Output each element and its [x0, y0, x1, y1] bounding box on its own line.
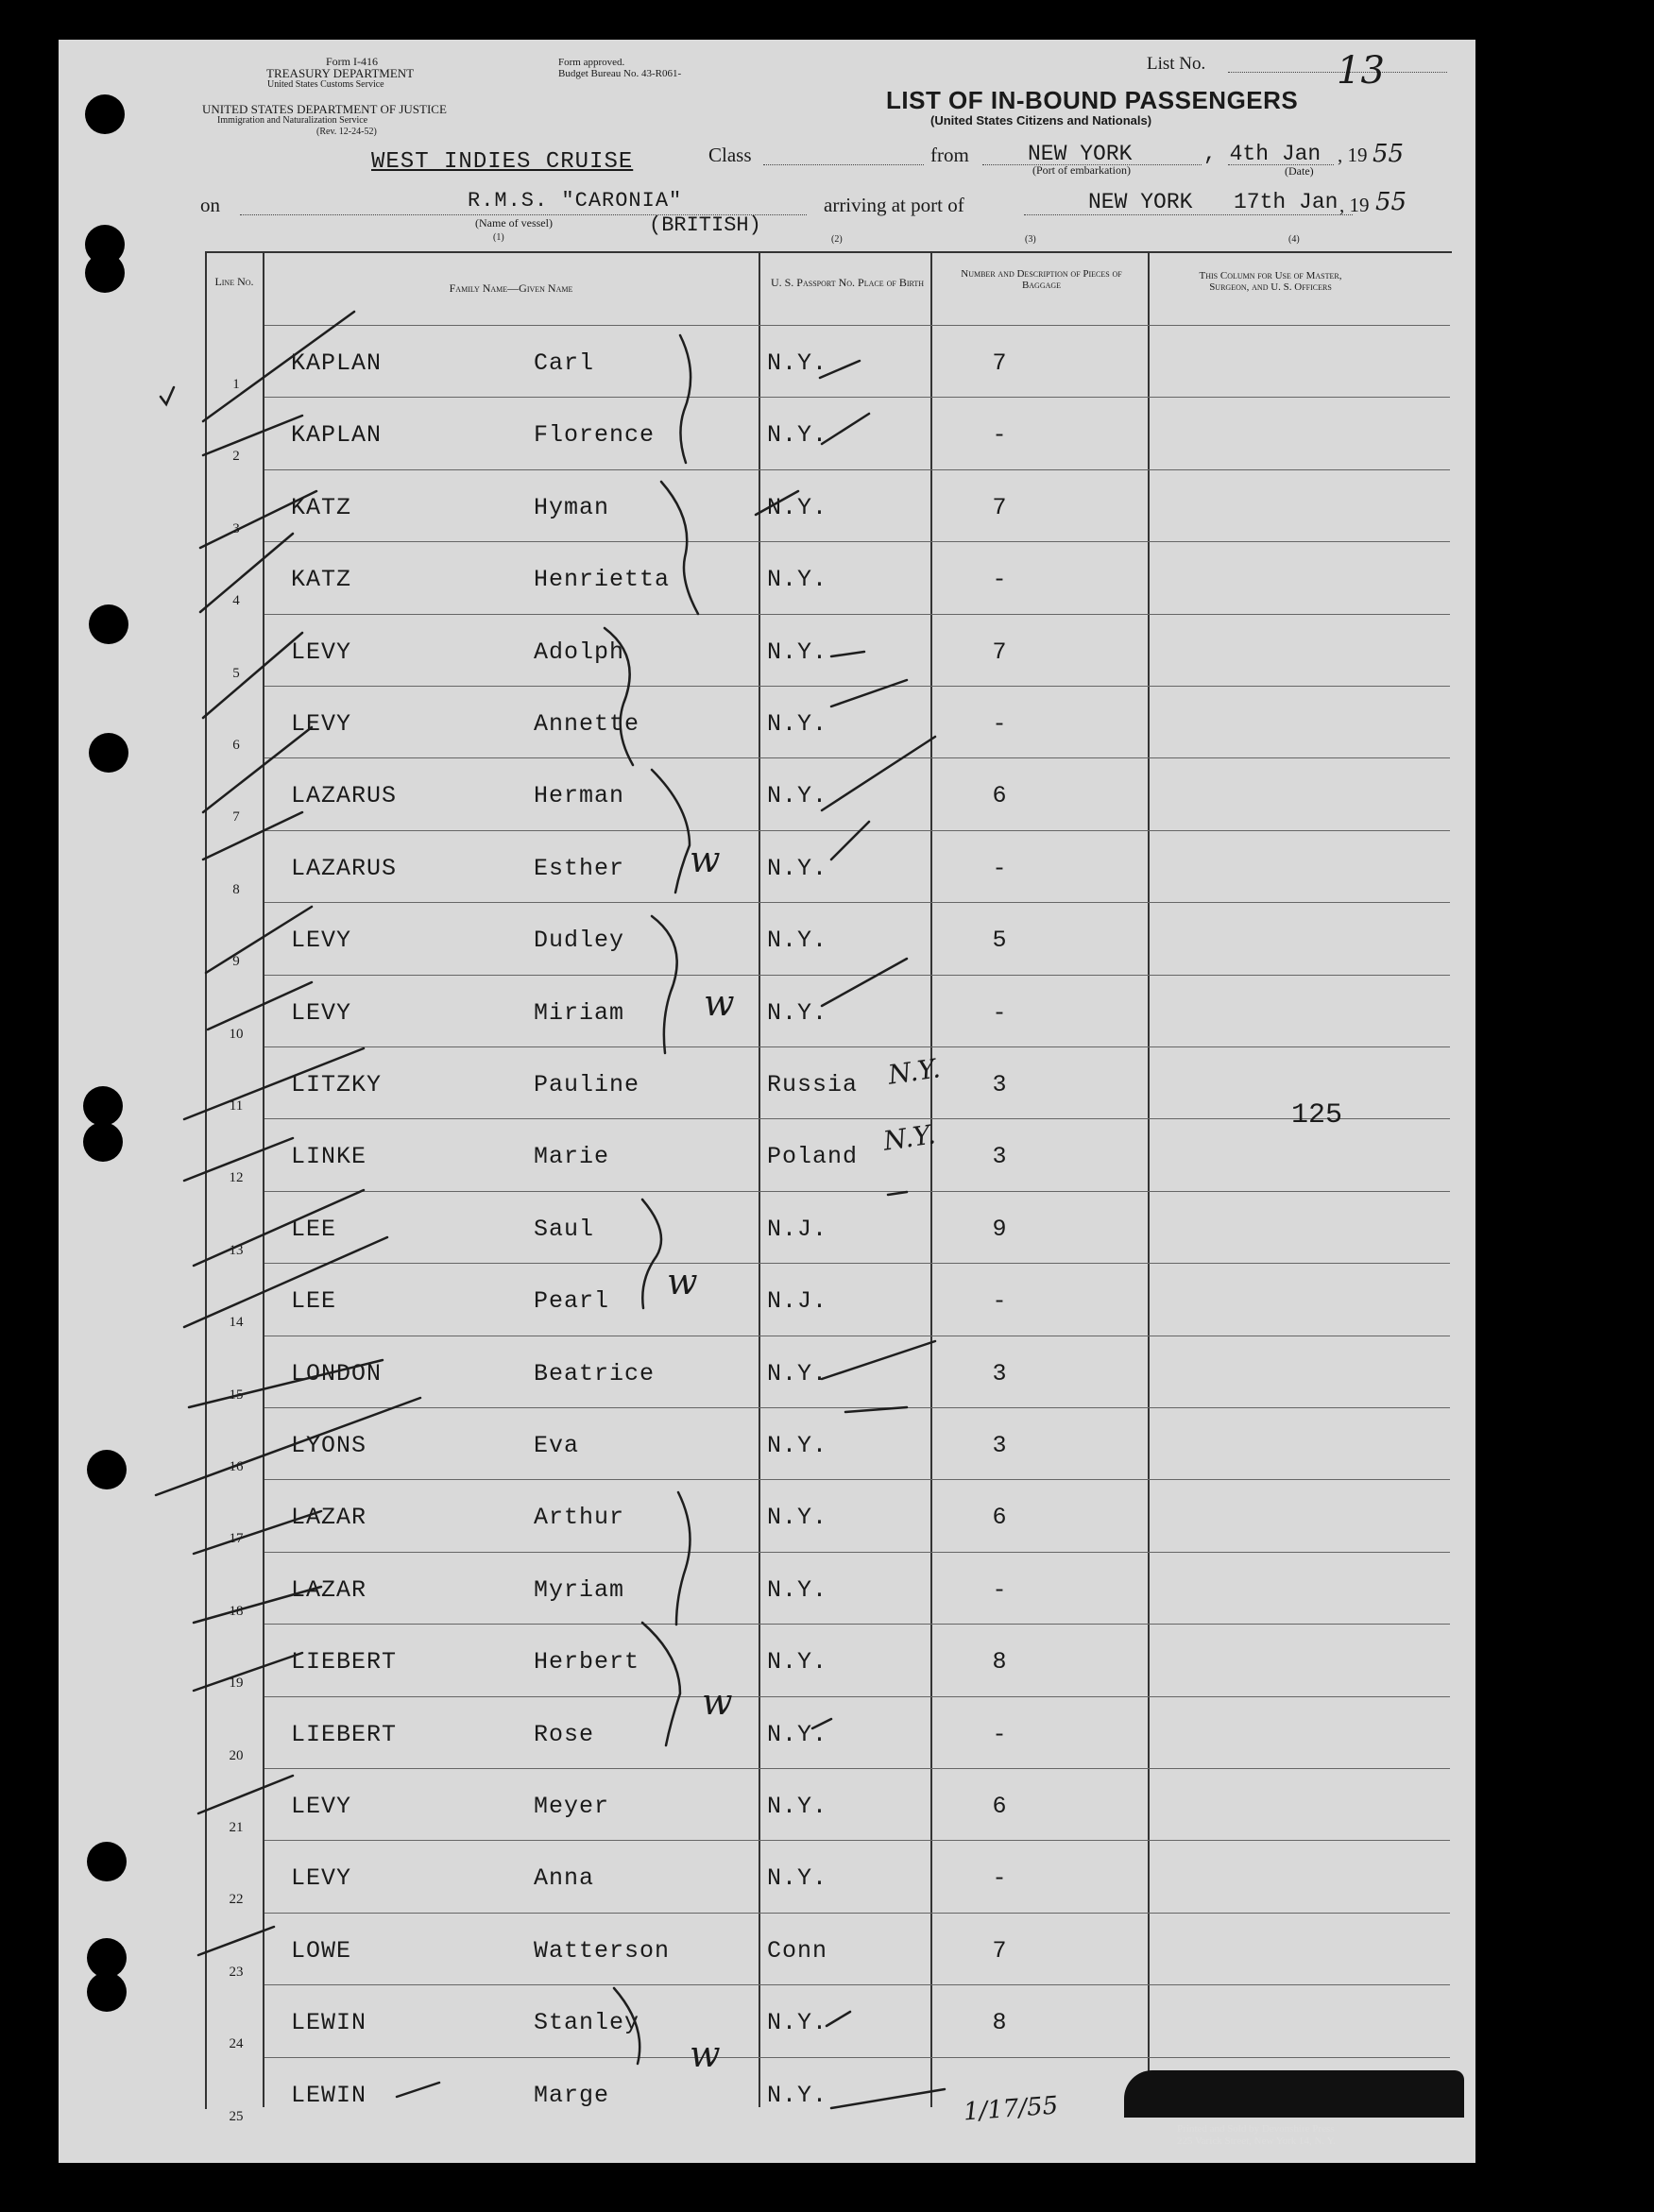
- customs-service: United States Customs Service: [267, 79, 384, 90]
- family-name: LAZAR: [291, 1504, 367, 1532]
- birth-place: N.Y.: [767, 1575, 828, 1604]
- baggage-count: 7: [992, 349, 1007, 377]
- baggage-count: -: [992, 998, 1007, 1027]
- line-number: 9: [232, 954, 240, 970]
- birth-place: Russia: [767, 1071, 859, 1098]
- bracket-mark: [661, 482, 698, 614]
- given-name: Annette: [534, 710, 640, 738]
- slash-mark: [189, 1360, 383, 1407]
- form-title: LIST OF IN-BOUND PASSENGERS: [886, 86, 1299, 114]
- line-number: 21: [229, 1820, 244, 1835]
- baggage-count: -: [992, 854, 1007, 882]
- arriving-port: NEW YORK: [1088, 190, 1193, 214]
- birth-place: N.Y.: [767, 493, 828, 521]
- col-header-officers: This Column for Use of Master, Surgeon, and U. S. Officers: [1199, 270, 1342, 293]
- family-name: LONDON: [291, 1359, 383, 1387]
- line-number: 6: [232, 738, 240, 753]
- slash-mark: [203, 812, 302, 859]
- line-number: 2: [232, 449, 240, 465]
- family-name: LAZAR: [291, 1575, 367, 1604]
- birth-place: N.J.: [767, 1287, 828, 1316]
- given-name: Adolph: [534, 638, 625, 666]
- slash-mark: [203, 416, 302, 455]
- line-number: 10: [229, 1026, 244, 1042]
- slash-mark: [200, 491, 316, 548]
- slash-mark: [184, 1138, 293, 1181]
- family-name: LEWIN: [291, 2081, 367, 2109]
- arriving-year: 55: [1375, 188, 1407, 216]
- given-name: Pearl: [534, 1287, 610, 1316]
- bracket-mark: [680, 335, 691, 463]
- from-date: , 4th Jan: [1203, 142, 1321, 166]
- line-number: 18: [229, 1603, 244, 1619]
- tick-mark: [822, 959, 907, 1006]
- list-no-label: List No.: [1147, 54, 1206, 74]
- given-name: Watterson: [534, 1936, 671, 1965]
- given-name: Meyer: [534, 1793, 610, 1820]
- family-name: LAZARUS: [291, 782, 398, 810]
- given-name: Pauline: [534, 1071, 640, 1098]
- printer-credit-2: 225 Varick Street, New York 14, N. Y.: [1177, 2135, 1336, 2147]
- vessel-flag: (BRITISH): [649, 213, 761, 237]
- form-subtitle: (United States Citizens and Nationals): [930, 113, 1152, 128]
- family-name: KATZ: [291, 566, 352, 594]
- birth-place: N.Y.: [767, 927, 828, 955]
- line-number: 12: [229, 1170, 244, 1186]
- birth-place: N.Y.: [767, 1720, 828, 1748]
- baggage-count: 7: [992, 638, 1007, 666]
- slash-mark: [206, 907, 312, 973]
- col-num-2: (2): [831, 234, 843, 245]
- line-number: 19: [229, 1676, 244, 1692]
- treasury-dept: TREASURY DEPARTMENT: [266, 66, 415, 80]
- cruise-name: WEST INDIES CRUISE: [371, 149, 634, 175]
- baggage-count: 9: [992, 1215, 1007, 1243]
- given-name: Marie: [534, 1143, 610, 1171]
- list-no-value: 13: [1337, 49, 1385, 93]
- line-number: 16: [229, 1459, 244, 1474]
- slash-mark: [831, 2089, 945, 2108]
- vessel-col-num: (1): [493, 232, 504, 243]
- vessel-name: R.M.S. "CARONIA": [468, 189, 683, 213]
- family-name: LEVY: [291, 1864, 352, 1893]
- tick-mark: [756, 491, 798, 515]
- line-number: 4: [232, 593, 240, 609]
- baggage-count: 8: [992, 1648, 1007, 1676]
- family-name: LOWE: [291, 1936, 352, 1965]
- baggage-count: 8: [992, 2009, 1007, 2037]
- line-number: 23: [229, 1964, 244, 1980]
- slash-mark: [198, 1927, 274, 1955]
- from-port: NEW YORK: [1028, 142, 1133, 166]
- baggage-count: -: [992, 710, 1007, 738]
- col-num-3: (3): [1025, 234, 1036, 245]
- birth-place: Poland: [767, 1143, 859, 1171]
- given-name: Esther: [534, 854, 625, 882]
- baggage-count: -: [992, 421, 1007, 450]
- line-number: 17: [229, 1531, 244, 1547]
- form-number: Form I-416: [326, 55, 378, 68]
- w-mark: w: [690, 2033, 721, 2075]
- slash-mark: [203, 312, 354, 421]
- given-name: Stanley: [534, 2009, 640, 2037]
- given-name: Hyman: [534, 493, 610, 521]
- baggage-count: 3: [992, 1432, 1007, 1459]
- baggage-count: -: [992, 1287, 1007, 1316]
- birth-place: N.Y.: [767, 2081, 828, 2109]
- arriving-date: 17th Jan: [1234, 190, 1339, 214]
- baggage-count: 6: [992, 782, 1007, 810]
- family-name: LEVY: [291, 710, 352, 738]
- birth-place: N.Y.: [767, 2009, 828, 2037]
- line-number: 25: [229, 2108, 244, 2124]
- given-name: Florence: [534, 421, 656, 450]
- family-name: LEVY: [291, 638, 352, 666]
- given-name: Carl: [534, 349, 595, 377]
- line-number: 1: [232, 377, 240, 392]
- baggage-count: 5: [992, 927, 1007, 955]
- line-number: 14: [229, 1315, 244, 1331]
- baggage-count: -: [992, 1575, 1007, 1604]
- tick-mark: [820, 361, 860, 378]
- birth-place: N.Y.: [767, 710, 828, 738]
- bracket-mark: [676, 1492, 691, 1625]
- family-name: KAPLAN: [291, 349, 383, 377]
- slash-mark: [203, 727, 312, 812]
- baggage-count: 7: [992, 1936, 1007, 1965]
- port-caption: (Port of embarkation): [1032, 163, 1131, 177]
- from-label: from: [930, 144, 969, 166]
- handwritten-ny-line-11: N.Y.: [885, 1052, 943, 1091]
- baggage-count: -: [992, 566, 1007, 594]
- from-year: 55: [1373, 140, 1405, 168]
- check-mark-icon: [161, 387, 174, 404]
- baggage-count: 3: [992, 1071, 1007, 1098]
- birth-place: N.Y.: [767, 1432, 828, 1459]
- slash-mark: [397, 2083, 439, 2097]
- col-header-name: Family Name—Given Name: [449, 281, 573, 295]
- family-name: LEVY: [291, 927, 352, 955]
- birth-place: N.Y.: [767, 421, 828, 450]
- baggage-count: -: [992, 1720, 1007, 1748]
- baggage-count: 6: [992, 1504, 1007, 1532]
- given-name: Eva: [534, 1432, 580, 1459]
- tick-mark: [831, 652, 864, 656]
- birth-place: N.Y.: [767, 854, 828, 882]
- slash-mark: [194, 1511, 321, 1554]
- line-number: 8: [232, 881, 240, 897]
- family-name: LEE: [291, 1287, 337, 1316]
- birth-place: N.Y.: [767, 1504, 828, 1532]
- printer-credit-1: Printed and Sold by Devonshire Press: [1177, 2123, 1335, 2135]
- given-name: Saul: [534, 1215, 595, 1243]
- on-label: on: [200, 194, 220, 216]
- line-number: 20: [229, 1747, 244, 1763]
- col-header-passport: U. S. Passport No. Place of Birth: [770, 276, 925, 289]
- from-year-prefix: , 19: [1338, 144, 1368, 166]
- birth-place: N.Y.: [767, 638, 828, 666]
- given-name: Myriam: [534, 1575, 625, 1604]
- col-header-baggage: Number and Description of Pieces of Baggage: [961, 268, 1122, 291]
- handwritten-ny-line-12: N.Y.: [880, 1118, 938, 1157]
- baggage-count: 3: [992, 1143, 1007, 1171]
- tick-mark: [812, 1719, 831, 1728]
- line-number: 3: [232, 520, 240, 536]
- family-name: LIEBERT: [291, 1648, 398, 1676]
- birth-place: Conn: [767, 1936, 828, 1965]
- birth-place: N.J.: [767, 1215, 828, 1243]
- form-approved: Form approved.: [558, 57, 625, 68]
- torn-edge: [1124, 2070, 1464, 2118]
- bracket-mark: [642, 1200, 661, 1308]
- w-mark: w: [702, 1681, 733, 1723]
- birth-place: N.Y.: [767, 1359, 828, 1387]
- baggage-count: 7: [992, 493, 1007, 521]
- ins-service: Immigration and Naturalization Service: [217, 115, 368, 126]
- tick-mark: [831, 680, 907, 706]
- w-mark: w: [690, 839, 721, 880]
- birth-place: N.Y.: [767, 1793, 828, 1820]
- family-name: LIEBERT: [291, 1720, 398, 1748]
- given-name: Dudley: [534, 927, 625, 955]
- given-name: Herbert: [534, 1648, 640, 1676]
- given-name: Arthur: [534, 1504, 625, 1532]
- birth-place: N.Y.: [767, 1648, 828, 1676]
- tick-mark: [845, 1407, 907, 1412]
- slash-mark: [184, 1048, 364, 1119]
- slash-mark: [198, 1776, 293, 1813]
- family-name: LITZKY: [291, 1071, 383, 1098]
- family-name: LYONS: [291, 1432, 367, 1459]
- slash-mark: [203, 633, 302, 718]
- bracket-mark: [642, 1623, 680, 1745]
- slash-mark: [194, 1190, 364, 1266]
- slash-mark: [200, 534, 293, 612]
- line-number: 11: [229, 1098, 244, 1114]
- family-name: LAZARUS: [291, 854, 398, 882]
- birth-place: N.Y.: [767, 782, 828, 810]
- given-name: Rose: [534, 1720, 595, 1748]
- birth-place: N.Y.: [767, 998, 828, 1027]
- w-mark: w: [704, 982, 735, 1024]
- birth-place: N.Y.: [767, 566, 828, 594]
- family-name: LEVY: [291, 998, 352, 1027]
- given-name: Beatrice: [534, 1359, 656, 1387]
- date-caption: (Date): [1285, 164, 1314, 178]
- arriving-label: arriving at port of: [824, 194, 964, 216]
- baggage-count: -: [992, 1864, 1007, 1893]
- vessel-caption: (Name of vessel): [475, 216, 553, 230]
- family-name: KAPLAN: [291, 421, 383, 450]
- tick-mark: [822, 737, 935, 810]
- bracket-mark: [605, 628, 633, 765]
- given-name: Miriam: [534, 998, 625, 1027]
- class-label: Class: [708, 144, 752, 166]
- tick-mark: [827, 2012, 850, 2026]
- given-name: Herman: [534, 782, 625, 810]
- slash-mark: [156, 1398, 420, 1495]
- birth-place: N.Y.: [767, 349, 828, 377]
- line-number: 5: [232, 665, 240, 681]
- line-number: 7: [232, 809, 240, 825]
- birth-place: N.Y.: [767, 1864, 828, 1893]
- bracket-mark: [652, 770, 690, 893]
- tick-mark: [822, 414, 869, 444]
- given-name: Anna: [534, 1864, 595, 1893]
- family-name: LEVY: [291, 1793, 352, 1820]
- given-name: Henrietta: [534, 566, 671, 594]
- officer-note: 125: [1291, 1099, 1343, 1132]
- bracket-mark: [614, 1988, 639, 2064]
- slash-mark: [194, 1653, 302, 1691]
- budget-bureau: Budget Bureau No. 43-R061-: [558, 68, 682, 79]
- col-num-4: (4): [1288, 234, 1300, 245]
- bracket-mark: [652, 916, 677, 1053]
- family-name: LEE: [291, 1215, 337, 1243]
- slash-mark: [208, 982, 312, 1029]
- handwritten-date: 1/17/55: [963, 2091, 1060, 2127]
- line-number: 22: [229, 1892, 244, 1908]
- w-mark: w: [667, 1261, 698, 1302]
- given-name: Marge: [534, 2081, 610, 2109]
- col-header-line-no: Line No.: [214, 275, 254, 288]
- tick-mark: [831, 822, 869, 859]
- line-number: 24: [229, 2036, 244, 2052]
- family-name: LINKE: [291, 1143, 367, 1171]
- baggage-count: 6: [992, 1793, 1007, 1820]
- justice-dept: UNITED STATES DEPARTMENT OF JUSTICE: [202, 102, 447, 116]
- arriving-year-prefix: , 19: [1339, 194, 1370, 216]
- family-name: LEWIN: [291, 2009, 367, 2037]
- baggage-count: 3: [992, 1359, 1007, 1387]
- tick-mark: [888, 1192, 907, 1195]
- slash-mark: [194, 1587, 321, 1623]
- family-name: KATZ: [291, 493, 352, 521]
- slash-mark: [184, 1237, 387, 1327]
- line-number: 15: [229, 1387, 244, 1403]
- revision-date: (Rev. 12-24-52): [316, 127, 377, 137]
- line-number: 13: [229, 1242, 244, 1258]
- tick-mark: [822, 1341, 935, 1379]
